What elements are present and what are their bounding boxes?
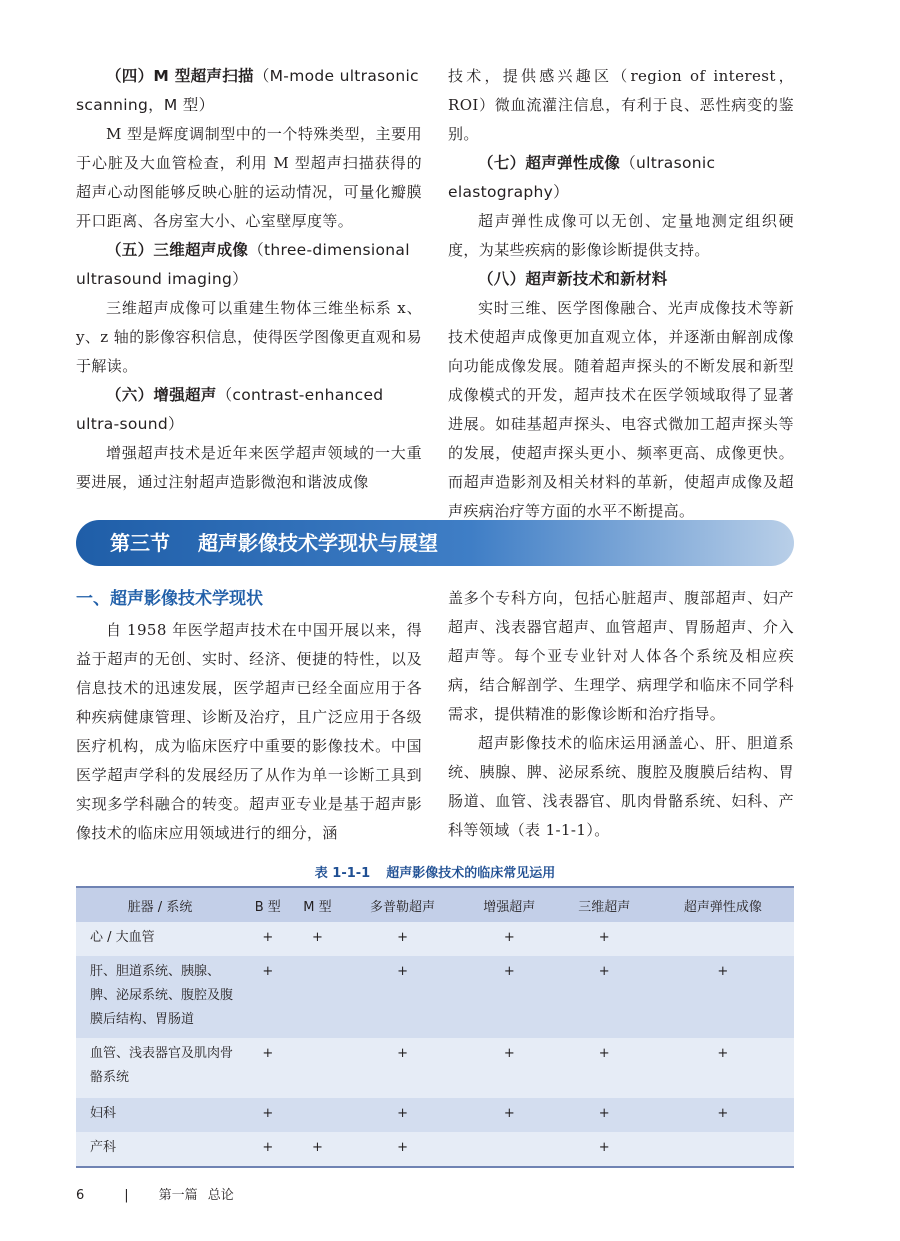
table-row — [76, 956, 794, 1038]
organ-cell: 肝、胆道系统、胰腺、脾、泌尿系统、腹腔及腹膜后结构、胃肠道 — [76, 956, 244, 1038]
table-cell — [652, 1132, 794, 1167]
header-m-mode: M 型 — [292, 887, 344, 922]
heading-elastography: （七）超声弹性成像（ultrasonic elastography） — [448, 154, 716, 201]
table-cell: + — [343, 956, 462, 1038]
table-row — [76, 922, 794, 956]
table-cell: + — [343, 922, 462, 956]
table-cell: + — [557, 1132, 652, 1167]
table-cell: + — [557, 956, 652, 1038]
table-cell: + — [244, 1098, 292, 1132]
table-cell: + — [557, 922, 652, 956]
left-column — [76, 62, 422, 497]
table-cell: + — [462, 956, 557, 1038]
table-cell: + — [343, 1098, 462, 1132]
table-cell: + — [343, 1038, 462, 1098]
header-doppler: 多普勒超声 — [343, 887, 462, 922]
table-cell: + — [557, 1098, 652, 1132]
subsection-heading: 一、超声影像技术学现状 — [76, 589, 263, 609]
footer-separator: | — [124, 1188, 129, 1203]
table-cell: + — [462, 1098, 557, 1132]
section-number: 第三节 — [110, 531, 170, 555]
table-row — [76, 1098, 794, 1132]
paragraph-contrast-enhanced: 增强超声技术是近年来医学超声领域的一大重要进展，通过注射超声造影微泡和谐波成像 — [76, 444, 422, 491]
subsection-left-column — [76, 584, 422, 848]
table-caption-title: 超声影像技术的临床常见运用 — [386, 866, 556, 881]
table-cell: + — [244, 1038, 292, 1098]
table-cell: + — [557, 1038, 652, 1098]
page-footer — [76, 1184, 234, 1203]
table-cell: + — [292, 1132, 344, 1167]
header-contrast: 增强超声 — [462, 887, 557, 922]
table-cell: + — [244, 1132, 292, 1167]
table-cell — [292, 956, 344, 1038]
table-cell: + — [652, 1098, 794, 1132]
paragraph-clinical-use: 超声影像技术的临床运用涵盖心、肝、胆道系统、胰腺、脾、泌尿系统、腹腔及腹膜后结构、胃肠道、血管、浅表器官、肌肉骨骼系统、妇科、产科等领域（表 1-1-1）。 — [448, 734, 794, 839]
table-cell — [652, 922, 794, 956]
subsection-right-column — [448, 584, 794, 845]
table-cell: + — [292, 922, 344, 956]
table-header-row — [76, 887, 794, 922]
header-b-mode: B 型 — [244, 887, 292, 922]
table-cell: + — [652, 956, 794, 1038]
table-row — [76, 1132, 794, 1167]
footer-part: 第一篇 — [158, 1188, 198, 1203]
table-cell: + — [652, 1038, 794, 1098]
clinical-use-table — [76, 886, 794, 1168]
paragraph-current-status-cont: 盖多个专科方向，包括心脏超声、腹部超声、妇产超声、浅表器官超声、血管超声、胃肠超声、介入超声等。每个亚专业针对人体各个系统及相应疾病，结合解剖学、生理学、病理学和临床不同学科需求，提供精准的影像诊断和治疗指导。 — [448, 589, 794, 723]
header-elastography: 超声弹性成像 — [652, 887, 794, 922]
section-title: 超声影像技术学现状与展望 — [198, 531, 438, 555]
paragraph-current-status: 自 1958 年医学超声技术在中国开展以来，得益于超声的无创、实时、经济、便捷的特性，以及信息技术的迅速发展，医学超声已经全面应用于各种疾病健康管理、诊断及治疗，且广泛应用于各级医疗机构，成为临床医疗中重要的影像技术。中国医学超声学科的发展经历了从作为单一诊断工具到实现多学科融合的转变。超声亚专业是基于超声影像技术的临床应用领域进行的细分，涵 — [76, 621, 422, 842]
heading-new-technology: （八）超声新技术和新材料 — [478, 270, 668, 288]
heading-3d-ultrasound: （五）三维超声成像（three-dimensional ultrasound imaging） — [76, 241, 410, 288]
table-cell: + — [343, 1132, 462, 1167]
table-cell — [462, 1132, 557, 1167]
table-cell: + — [244, 922, 292, 956]
table-cell: + — [462, 922, 557, 956]
paragraph-3d-ultrasound: 三维超声成像可以重建生物体三维坐标系 x、y、z 轴的影像容积信息，使得医学图像更直观和易于解读。 — [76, 299, 422, 375]
heading-contrast-enhanced: （六）增强超声（contrast-enhanced ultra-sound） — [76, 386, 384, 433]
section-banner — [76, 520, 794, 566]
page-number: 6 — [76, 1188, 85, 1203]
heading-m-mode: （四）M 型超声扫描（M-mode ultrasonic scanning，M 型） — [76, 67, 419, 114]
organ-cell: 心 / 大血管 — [76, 922, 244, 956]
table-row — [76, 1038, 794, 1098]
table-cell: + — [462, 1038, 557, 1098]
footer-part-title: 总论 — [207, 1188, 234, 1203]
paragraph-new-technology: 实时三维、医学图像融合、光声成像技术等新技术使超声成像更加直观立体，并逐渐由解剖成像向功能成像发展。随着超声探头的不断发展和新型成像模式的开发，超声技术在医学领域取得了显著进展。如硅基超声探头、电容式微加工超声探头等的发展，使超声探头更小、频率更高、成像更快。而超声造影剂及相关材料的革新，使超声成像及超声疾病治疗等方面的水平不断提高。 — [448, 299, 794, 520]
organ-cell: 妇科 — [76, 1098, 244, 1132]
paragraph-m-mode: M 型是辉度调制型中的一个特殊类型，主要用于心脏及大血管检查，利用 M 型超声扫描获得的超声心动图能够反映心脏的运动情况，可量化瓣膜开口距离、各房室大小、心室壁厚度等。 — [76, 125, 422, 230]
organ-cell: 产科 — [76, 1132, 244, 1167]
right-column — [448, 62, 794, 526]
table-cell: + — [244, 956, 292, 1038]
paragraph-contrast-enhanced-cont: 技术，提供感兴趣区（region of interest，ROI）微血流灌注信息，有利于良、恶性病变的鉴别。 — [448, 67, 794, 143]
table-cell — [292, 1098, 344, 1132]
header-organ: 脏器 / 系统 — [76, 887, 244, 922]
table-caption-number: 表 1-1-1 — [314, 866, 371, 881]
table-cell — [292, 1038, 344, 1098]
paragraph-elastography: 超声弹性成像可以无创、定量地测定组织硬度，为某些疾病的影像诊断提供支持。 — [448, 212, 794, 259]
table-caption — [76, 862, 794, 881]
header-3d: 三维超声 — [557, 887, 652, 922]
organ-cell: 血管、浅表器官及肌肉骨骼系统 — [76, 1038, 244, 1098]
